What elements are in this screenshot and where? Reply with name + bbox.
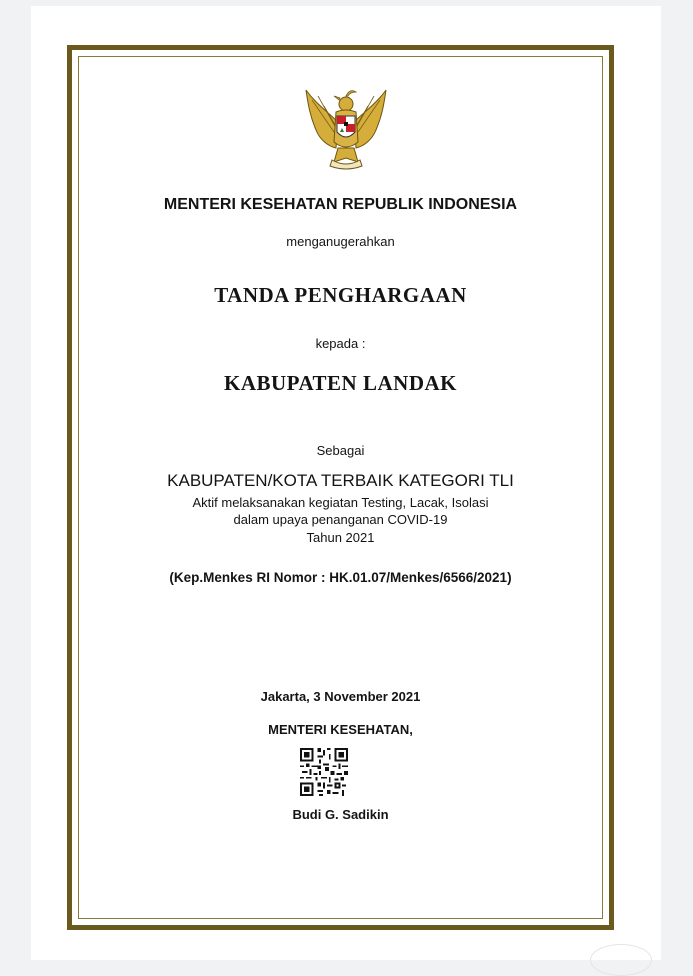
- decree-number: (Kep.Menkes RI Nomor : HK.01.07/Menkes/6566/2021): [169, 570, 512, 585]
- recipient-label: kepada :: [315, 336, 366, 351]
- recipient-name: KABUPATEN LANDAK: [224, 371, 457, 395]
- qr-code-icon: [300, 748, 348, 796]
- certificate-frame: [67, 45, 614, 930]
- award-title: TANDA PENGHARGAAN: [214, 283, 467, 307]
- signatory-office: MENTERI KESEHATAN,: [268, 722, 413, 737]
- signatory-name: Budi G. Sadikin: [292, 807, 389, 822]
- award-year: Tahun 2021: [306, 530, 375, 545]
- award-verb: menganugerahkan: [286, 234, 395, 249]
- category-description-line1: Aktif melaksanakan kegiatan Testing, Lacak, Isolasi: [192, 495, 489, 510]
- category-name: KABUPATEN/KOTA TERBAIK KATEGORI TLI: [167, 471, 514, 490]
- place-date: Jakarta, 3 November 2021: [260, 689, 421, 704]
- issuer-heading: MENTERI KESEHATAN REPUBLIK INDONESIA: [163, 196, 518, 213]
- page-corner-decoration: [590, 944, 652, 976]
- garuda-emblem-icon: [298, 82, 394, 174]
- category-description-line2: dalam upaya penanganan COVID-19: [233, 512, 448, 527]
- category-label: Sebagai: [316, 443, 365, 458]
